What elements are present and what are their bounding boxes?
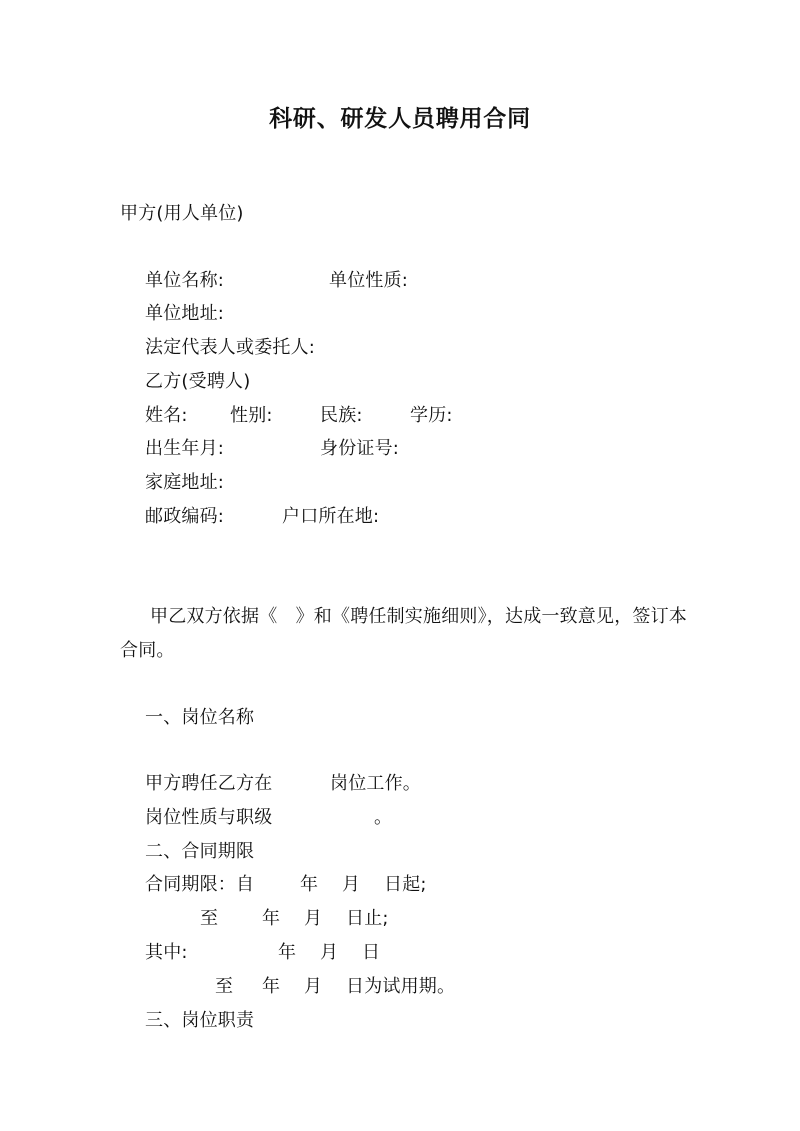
trial-row-2-start: 至: [215, 976, 234, 997]
trial-row-1-month: 月: [320, 942, 339, 963]
term-row-2-year: 年: [262, 908, 281, 929]
trial-row-2-month: 月: [304, 976, 323, 997]
section-2-heading: 二、合同期限: [145, 841, 255, 862]
intro-line-2: 合同。: [120, 640, 175, 661]
term-row-1-month: 月: [342, 874, 361, 895]
term-row-2-start: 至: [200, 908, 219, 929]
intro-line-1: 甲乙双方依据《 》和《聘任制实施细则》，达成一致意见，签订本: [150, 606, 687, 627]
term-row-1-start: 合同期限：自: [145, 874, 255, 895]
unit-nature-label: 单位性质:: [329, 270, 409, 291]
trial-row-1-year: 年: [278, 942, 297, 963]
section-3-heading: 三、岗位职责: [145, 1010, 255, 1031]
post-line-text: 甲方聘任乙方在: [145, 773, 273, 794]
post-rank-suffix: 。: [374, 807, 393, 828]
education-label: 学历:: [410, 405, 453, 426]
gender-label: 性别:: [230, 405, 273, 426]
trial-row-2-year: 年: [262, 976, 281, 997]
post-line-suffix: 岗位工作。: [330, 773, 421, 794]
ethnicity-label: 民族:: [320, 405, 363, 426]
home-address-label: 家庭地址:: [145, 472, 225, 493]
unit-name-label: 单位名称:: [145, 270, 225, 291]
section-1-heading: 一、岗位名称: [145, 707, 255, 728]
document-title: 科研、研发人员聘用合同: [269, 106, 531, 132]
birth-label: 出生年月:: [145, 438, 225, 459]
post-rank-text: 岗位性质与职级: [145, 807, 273, 828]
name-label: 姓名:: [145, 405, 188, 426]
term-row-1-year: 年: [300, 874, 319, 895]
legal-rep-label: 法定代表人或委托人:: [145, 337, 316, 358]
party-a-heading: 甲方(用人单位): [120, 203, 244, 224]
party-b-heading: 乙方(受聘人): [145, 371, 251, 392]
term-row-2-month: 月: [304, 908, 323, 929]
hukou-label: 户口所在地:: [282, 506, 380, 527]
term-row-2-day: 日止;: [346, 908, 389, 929]
trial-row-1-day: 日: [362, 942, 381, 963]
trial-row-1-start: 其中:: [145, 942, 188, 963]
trial-row-2-day: 日为试用期。: [346, 976, 456, 997]
postcode-label: 邮政编码:: [145, 506, 225, 527]
id-number-label: 身份证号:: [320, 438, 400, 459]
term-row-1-day: 日起;: [384, 874, 427, 895]
unit-address-label: 单位地址:: [145, 303, 225, 324]
